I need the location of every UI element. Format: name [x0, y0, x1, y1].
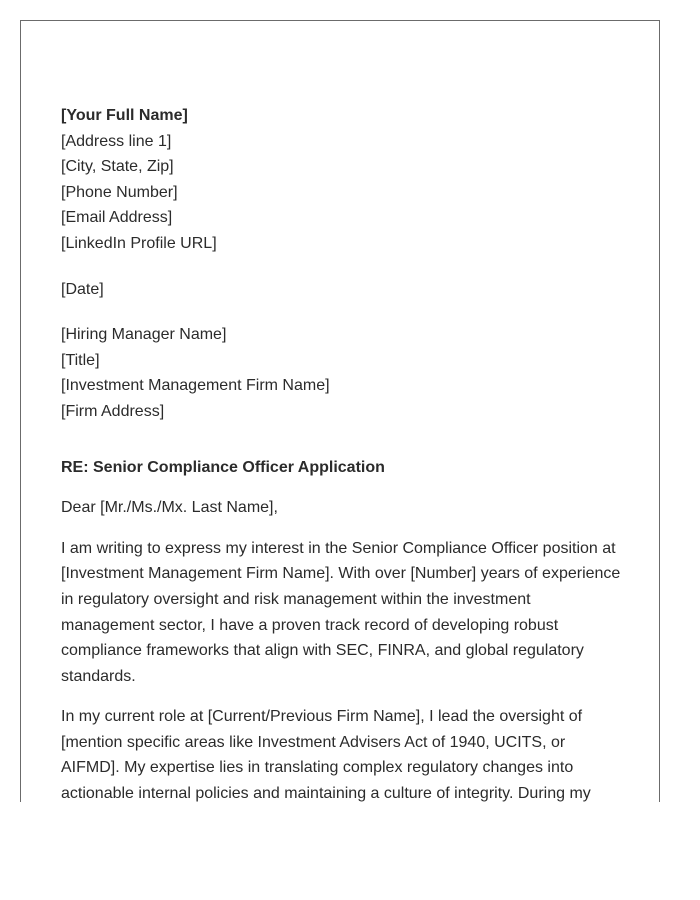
letter-content: [61, 103, 626, 802]
recipient-name: [Hiring Manager Name]: [61, 326, 227, 344]
sender-phone: [Phone Number]: [61, 183, 178, 201]
salutation: Dear [Mr./Ms./Mx. Last Name],: [61, 499, 278, 517]
body-paragraph-2: In my current role at [Current/Previous Firm Name], I lead the oversight of [mention specific areas like Investment Advisers Act of 1940, UCITS, or AIFMD]. My expertise lies in translating complex regulatory changes into actionable internal policies and maintaining a culture of integrity. During my: [61, 708, 591, 802]
recipient-title: [Title]: [61, 351, 100, 369]
sender-linkedin: [LinkedIn Profile URL]: [61, 234, 217, 252]
sender-name: [Your Full Name]: [61, 107, 188, 124]
recipient-address: [Firm Address]: [61, 402, 165, 420]
letter-page: [20, 20, 660, 802]
subject-line: RE: Senior Compliance Officer Application: [61, 458, 385, 476]
sender-city-state-zip: [City, State, Zip]: [61, 158, 174, 176]
recipient-block: [61, 322, 626, 424]
recipient-firm: [Investment Management Firm Name]: [61, 377, 330, 395]
sender-email: [Email Address]: [61, 209, 173, 227]
letter-date: [Date]: [61, 280, 104, 298]
body-paragraph-1: I am writing to express my interest in the Senior Compliance Officer position at [Investment Management Firm Name]. With over [Number] years of experience in regulatory oversight and risk management within the investment management sector, I have a proven track record of developing robust compliance frameworks that align with SEC, FINRA, and global regulatory standards.: [61, 539, 621, 685]
sender-block: [61, 103, 626, 257]
sender-address-line-1: [Address line 1]: [61, 132, 172, 150]
date-block: [61, 277, 626, 303]
